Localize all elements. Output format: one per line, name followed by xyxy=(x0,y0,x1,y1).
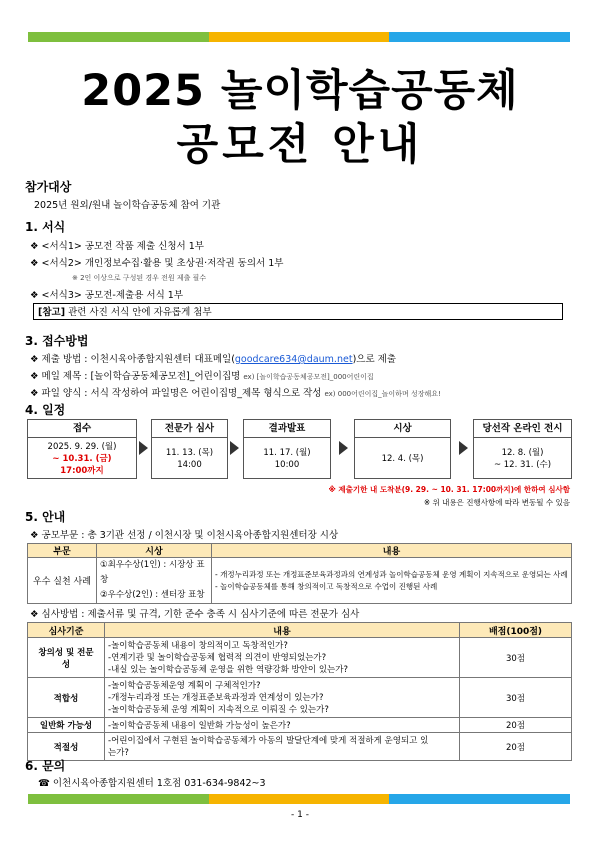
submit-method-suffix: )으로 제출 xyxy=(352,354,396,365)
top-color-bar xyxy=(28,32,570,42)
bar-blue xyxy=(389,32,570,42)
diamond-bullet-icon: ❖ xyxy=(30,388,42,399)
arrow-right-icon xyxy=(230,441,239,455)
submit-subject-example: ex) [놀이학습공동체공모전]_000어린이집 xyxy=(243,373,374,381)
schedule-step-award xyxy=(354,419,451,479)
judge-score: 30점 xyxy=(460,638,572,678)
form-item-3-text: <서식3> 공모전-제출용 서식 1부 xyxy=(41,290,183,301)
schedule-step-review xyxy=(151,419,228,479)
award-line xyxy=(30,527,338,541)
diamond-bullet-icon: ❖ xyxy=(30,371,42,382)
judge-line-item: -놀이학습공동체 내용이 창의적이고 독창적인가? xyxy=(108,640,288,651)
submit-file-example: ex) 000어린이집_놀이하며 성장해요! xyxy=(324,390,441,398)
schedule-step-time: 14:00 xyxy=(177,460,202,470)
schedule-note: ※ 위 내용은 진행사항에 따라 변동될 수 있음 xyxy=(423,498,570,507)
award-prize-2: ②우수상(2인) : 센터장 표창 xyxy=(100,590,205,600)
submit-file-text: 파일 양식 : 서식 작성하여 파일명은 어린이집명_제목 형식으로 작성 xyxy=(41,388,322,399)
submit-heading: 3. 접수방법 xyxy=(25,334,89,348)
award-prize-1: ①최우수상(1인) : 시장상 표창 xyxy=(100,560,205,585)
bar-blue xyxy=(389,794,570,804)
award-content-1: - 개정누리과정 또는 개정표준보육과정과의 연계성과 놀이학습공동체 운영 계획이 지속적으로 운영되는 사례 xyxy=(215,569,568,579)
schedule-step-date: 11. 13. (목) xyxy=(165,448,214,458)
form-item-3 xyxy=(30,287,183,301)
table-row xyxy=(28,718,572,733)
participants-heading: 참가대상 xyxy=(25,180,72,194)
form-note: ※ 2인 이상으로 구성된 경우 전원 제출 필수 xyxy=(72,274,207,282)
contact-line xyxy=(38,775,266,789)
award-content-2-text: 놀이학습공동체를 통해 창의적이고 독창적으로 수업이 진행된 사례 xyxy=(220,581,438,591)
schedule-step-date-end: ~ 12. 31. (수) xyxy=(493,460,552,470)
submit-subject-text: 메일 제목 : [놀이학습공동체공모전]_어린이집명 xyxy=(41,371,241,382)
judge-line-item: -개정누리과정 또는 개정표준보육과정과 연계성이 있는가? xyxy=(108,692,324,703)
submit-subject xyxy=(30,368,374,382)
contact-text: 이천시육아종합지원센터 1호점 031-634-9842~3 xyxy=(52,778,266,789)
judge-score: 30점 xyxy=(460,678,572,718)
schedule-step-date: 2025. 9. 29. (월) xyxy=(47,442,117,452)
table-row xyxy=(28,678,572,718)
reference-label: [참고] xyxy=(38,307,66,318)
judge-criterion: 적절성 xyxy=(28,733,105,761)
judge-table xyxy=(27,622,572,761)
schedule-step-time: 17:00까지 xyxy=(60,466,104,476)
diamond-bullet-icon: ❖ xyxy=(30,609,42,620)
diamond-bullet-icon: ❖ xyxy=(30,530,42,541)
judge-score: 20점 xyxy=(460,733,572,761)
judge-header-criterion: 심사기준 xyxy=(28,623,105,638)
judge-line xyxy=(30,606,359,620)
bar-yellow xyxy=(209,794,390,804)
judge-score: 20점 xyxy=(460,718,572,733)
schedule-step-result xyxy=(243,419,331,479)
judge-line-item: -놀이학습공동체 운영 계획이 지속적으로 이뤄질 수 있는가? xyxy=(108,704,329,715)
diamond-bullet-icon: ❖ xyxy=(30,354,42,365)
judge-line-item: -연계기관 및 놀이학습공동체 협력적 의견이 반영되었는가? xyxy=(108,652,327,663)
reference-text: 관련 사진 서식 안에 자유롭게 첨부 xyxy=(68,307,212,318)
award-line-text: 공모부문 : 총 3기관 선정 / 이천시장 및 이천시육아종합지원센터장 시상 xyxy=(41,530,339,541)
award-header-prize: 시상 xyxy=(97,544,212,558)
judge-line-text: 심사방법 : 제출서류 및 규격, 기한 준수 충족 시 심사기준에 따른 전문가 심사 xyxy=(41,609,360,620)
schedule-step-exhibit xyxy=(473,419,572,479)
table-row xyxy=(28,733,572,761)
form-item-1-text: <서식1> 공모전 작품 제출 신청서 1부 xyxy=(41,241,204,252)
submit-method xyxy=(30,351,396,365)
award-table xyxy=(27,543,572,604)
judge-line-item: -내실 있는 놀이학습공동체 운영을 위한 역량강화 방안이 있는가? xyxy=(108,664,348,675)
award-category: 우수 실천 사례 xyxy=(28,558,97,604)
submit-file xyxy=(30,385,441,399)
schedule-step-label: 결과발표 xyxy=(244,420,330,438)
arrow-right-icon xyxy=(339,441,348,455)
schedule-step-date: 12. 8. (월) xyxy=(501,448,544,458)
form-item-1 xyxy=(30,238,204,252)
submit-method-prefix: 제출 방법 : 이천시육아종합지원센터 대표메일( xyxy=(41,354,235,365)
arrow-right-icon xyxy=(459,441,468,455)
forms-heading: 1. 서식 xyxy=(25,220,66,234)
schedule-step-label: 접수 xyxy=(28,420,136,438)
email-link[interactable]: goodcare634@daum.net xyxy=(234,354,353,365)
page-number: - 1 - xyxy=(291,810,309,820)
bar-green xyxy=(28,32,209,42)
guide-heading: 5. 안내 xyxy=(25,510,66,524)
judge-line-item: 는가? xyxy=(108,747,129,758)
schedule-step-date: 12. 4. (목) xyxy=(381,454,424,464)
reference-box xyxy=(33,303,563,320)
judge-criterion: 일반화 가능성 xyxy=(28,718,105,733)
judge-criterion: 적합성 xyxy=(28,678,105,718)
judge-header-score: 배점(100점) xyxy=(460,623,572,638)
schedule-step-label: 시상 xyxy=(355,420,450,438)
judge-header-content: 내용 xyxy=(105,623,460,638)
judge-line-item: -어린이집에서 구현된 놀이학습공동체가 아동의 발달단계에 맞게 적절하게 운영되고 있 xyxy=(108,735,429,746)
schedule-step-receive xyxy=(27,419,137,479)
award-header-content: 내용 xyxy=(212,544,572,558)
judge-line-item: -놀이학습공동체운영 계획이 구체적인가? xyxy=(108,680,261,691)
contact-heading: 6. 문의 xyxy=(25,759,66,773)
arrow-right-icon xyxy=(139,441,148,455)
participants-text: 2025년 원외/원내 놀이학습공동체 참여 기관 xyxy=(34,200,221,211)
bar-yellow xyxy=(209,32,390,42)
schedule-step-date: 11. 17. (월) xyxy=(263,448,311,458)
form-item-2 xyxy=(30,255,283,269)
phone-icon: ☎ xyxy=(38,778,53,789)
award-content-1-text: 개정누리과정 또는 개정표준보육과정과의 연계성과 놀이학습공동체 운영 계획이 지속적으로 운영되는 사례 xyxy=(220,569,568,579)
schedule-step-label: 전문가 심사 xyxy=(152,420,227,438)
table-row xyxy=(28,638,572,678)
award-content-2: - 놀이학습공동체를 통해 창의적이고 독창적으로 수업이 진행된 사례 xyxy=(215,581,438,591)
award-header-category: 부문 xyxy=(28,544,97,558)
page-title-line1: 2025 놀이학습공동체 xyxy=(81,66,519,116)
form-item-2-text: <서식2> 개인정보수집·활용 및 초상권·저작권 동의서 1부 xyxy=(41,258,284,269)
judge-criterion: 창의성 및 전문성 xyxy=(28,638,105,678)
diamond-bullet-icon: ❖ xyxy=(30,290,42,301)
schedule-step-label: 당선작 온라인 전시 xyxy=(474,420,571,438)
bar-green xyxy=(28,794,209,804)
schedule-heading: 4. 일정 xyxy=(25,403,66,417)
schedule-step-deadline: ~ 10.31. (금) xyxy=(52,454,112,464)
bottom-color-bar xyxy=(28,794,570,804)
judge-line-item: -놀이학습공동체 내용이 일반화 가능성이 높은가? xyxy=(108,721,291,731)
diamond-bullet-icon: ❖ xyxy=(30,241,42,252)
schedule-deadline-note: ※ 제출기한 내 도착분(9. 29. ~ 10. 31. 17:00까지)에 한하여 심사함 xyxy=(328,485,570,494)
schedule-step-time: 10:00 xyxy=(274,460,300,470)
page-title-line2: 공모전 안내 xyxy=(176,120,424,170)
diamond-bullet-icon: ❖ xyxy=(30,258,42,269)
